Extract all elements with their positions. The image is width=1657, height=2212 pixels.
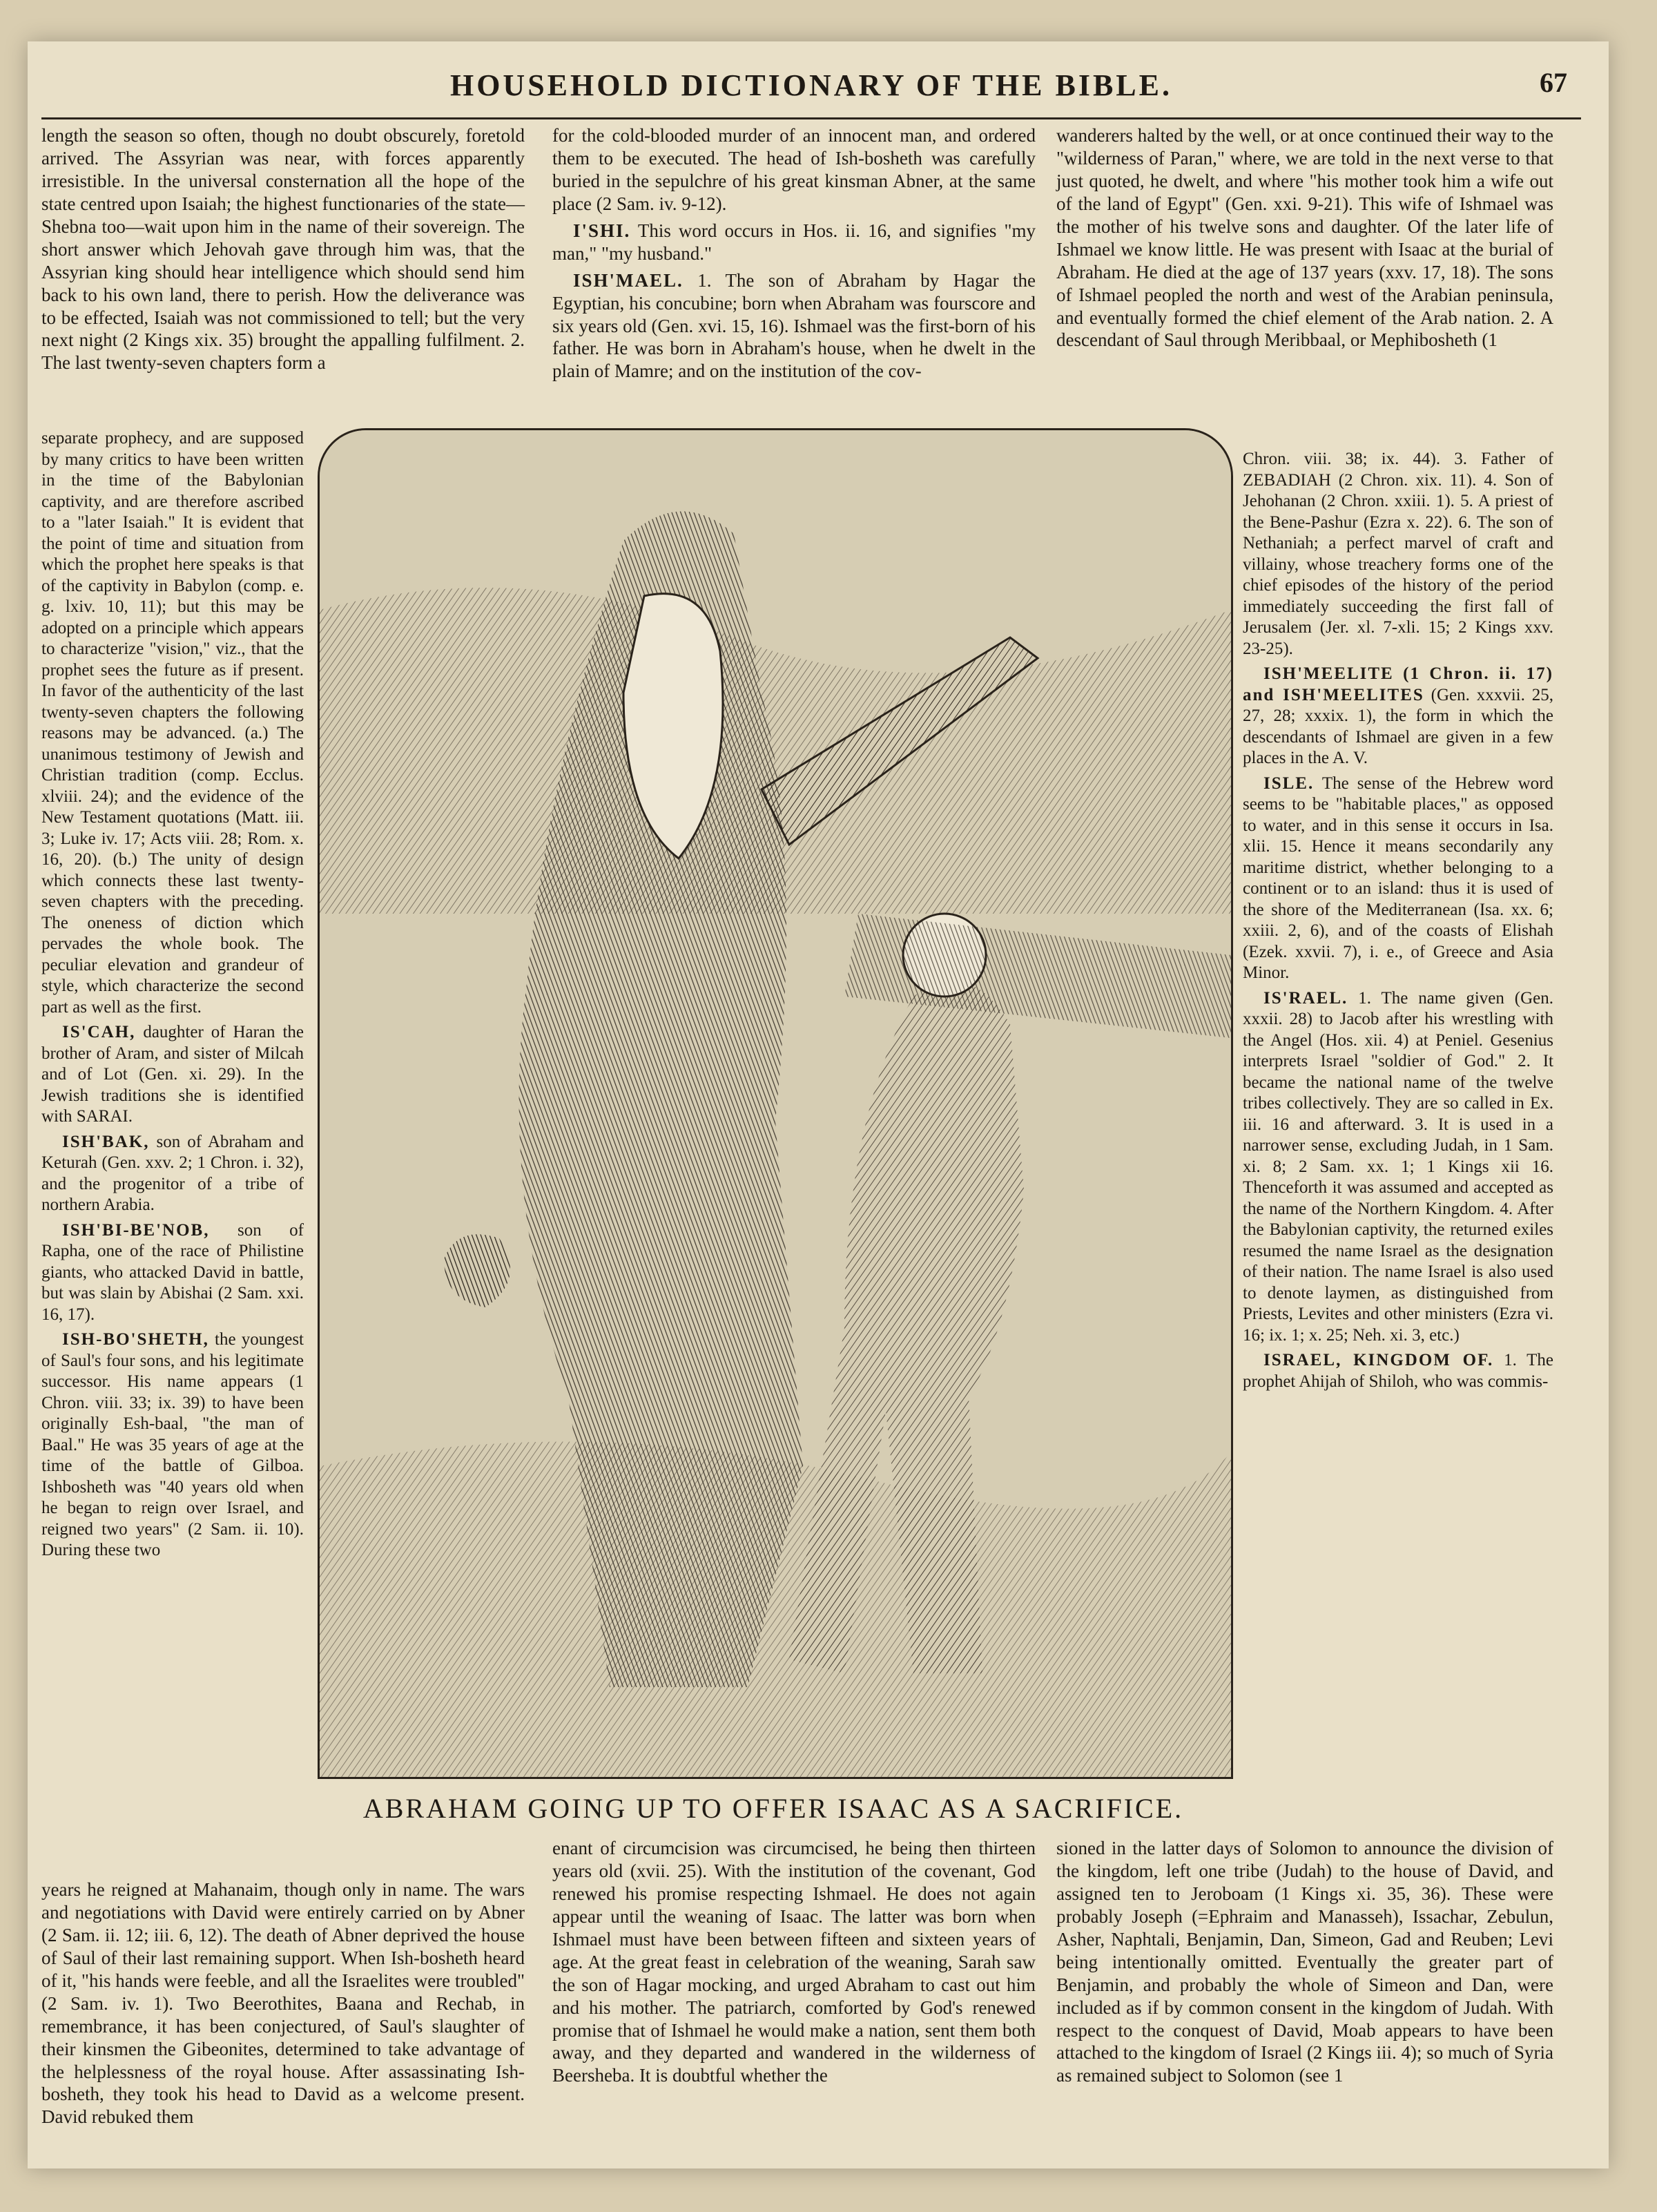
entry-israel-kingdom xyxy=(1243,1350,1553,1392)
entry-text: This word occurs in Hos. ii. 16, and signifies "my man," "my husband." xyxy=(552,220,1036,264)
entry-text: daughter of Haran the brother of Aram, and sister of Milcah and of Lot (Gen. xi. 29). In the Jewish traditions she is identified with SARAI. xyxy=(41,1023,304,1126)
entry-iscah xyxy=(41,1022,304,1128)
entry-text: son of Abraham and Keturah (Gen. xxv. 2; 1 Chron. i. 32), and the progenitor of a tribe of northern Arabia. xyxy=(41,1132,304,1214)
running-title: HOUSEHOLD DICTIONARY OF THE BIBLE. xyxy=(449,68,1172,102)
headword: ISH'MAEL. xyxy=(573,269,684,291)
headword: ISH-BO'SHETH, xyxy=(62,1330,209,1349)
middle-column-bottom xyxy=(552,1837,1036,2091)
headword: ISLE. xyxy=(1263,773,1315,793)
entry-ishbosheth xyxy=(41,1329,304,1561)
entry-ishmael xyxy=(552,269,1036,383)
ishmael-continued: enant of circumcision was circumcised, he being then thirteen years old (xvii. 25). With the institution of the covenant, God renewed his promise respecting Ishmael. He does not again appear until the weaning of Isaac. The latter was born when Ishmael must have been between fifteen and sixteen years of age. At the great feast in celebration of the weaning, Sarah saw the son of Hagar mocking, and urged Abraham to cast out him and his mother. The patriarch, comforted by God's renewed promise that of Ishmael he would make a nation, sent them both away, and they departed and wandered in the wilderness of Beersheba. It is doubtful whether the xyxy=(552,1838,1036,2086)
entry-israel xyxy=(1243,988,1553,1347)
headword: ISH'BAK, xyxy=(62,1132,150,1151)
right-column-top xyxy=(1056,124,1553,356)
israel-kingdom-continued: sioned in the latter days of Solomon to announce the division of the kingdom, left one tribe (Judah) to the house of David, and assigned ten to Jeroboam (1 Kings xi. 35, 36). These were probably Joseph (=Ephraim and Manasseh), Issachar, Zebulun, Asher, Naphtali, Benjamin, Dan, Simeon, Gad and Reuben; Levi being intentionally omitted. Eventually the greater part of Benjamin, and probably the whole of Simeon and Dan, were included as if by common consent in the kingdom of Judah. With respect to the conquest of David, Moab appears to have been attached to the kingdom of Israel (2 Kings iii. 4); so much of Syria as remained subject to Solomon (see 1 xyxy=(1056,1838,1553,2086)
entry-text: 1. The prophet Ahijah of Shiloh, who was commis- xyxy=(1243,1351,1554,1391)
entry-isle xyxy=(1243,773,1553,984)
entry-text: 1. The son of Abraham by Hagar the Egyptian, his concubine; born when Abraham was fourscore and six years old (Gen. xvi. 15, 16). Ishmael was the first-born of his father. He was born in Abraham's house, when he dwelt in the plain of Mamre; and on the institution of the cov- xyxy=(552,269,1036,382)
engraving-abraham-isaac xyxy=(318,428,1233,1779)
entry-text: The sense of the Hebrew word seems to be "habitable places," as opposed to water, and in this sense it occurs in Isa. xlii. 15. Hence it means secondarily any maritime district, whether belonging to a continent or to an island: thus it is used of the shore of the Mediterranean (Isa. xx. 6; xxiii. 2, 6), and of the coasts of Elishah (Ezek. xxvii. 7), i. e., of Greece and Asia Minor. xyxy=(1243,773,1553,982)
headword: I'SHI. xyxy=(573,220,631,241)
middle-column-top xyxy=(552,124,1036,387)
left-column-bottom xyxy=(41,1878,525,2133)
illustration-caption: ABRAHAM GOING UP TO OFFER ISAAC AS A SACRIFICE. xyxy=(362,1793,1184,1824)
page-number: 67 xyxy=(1540,67,1567,98)
right-column-bottom xyxy=(1056,1837,1553,2091)
ishmael-other-senses: Chron. viii. 38; ix. 44). 3. Father of ZEBADIAH (2 Chron. xix. 11). 4. Son of Jehohanan (2 Chron. xxiii. 1). 5. A priest of the Bene-Pashur (Ezra x. 22). 6. The son of Nethaniah; a perfect marvel of craft and villainy, whose treachery forms one of the chief episodes of the history of the period immediately succeeding the first fall of Jerusalem (Jer. xl. 7-xli. 15; 2 Kings xxv. 23-25). xyxy=(1243,450,1553,658)
entry-text: son of Rapha, one of the race of Philistine giants, who attacked David in battle, but was slain by Abishai (2 Sam. xxi. 16, 17). xyxy=(41,1220,304,1324)
page-header xyxy=(41,55,1581,119)
engraving-drawing xyxy=(320,430,1231,1777)
isaiah-entry-continued: length the season so often, though no doubt obscurely, foretold arrived. The Assyrian was near, with forces apparently irresistible. In the universal consternation all the hope of the state centred upon Isaiah; the highest functionaries of the state—Shebna too—wait upon him in the name of their sovereign. The short answer which Jehovah gave through him was, that the Assyrian king should hear intelligence which should send him back to his own land, there to perish. How the deliverance was to be effected, Isaiah was not commissioned to tell; but the very next night (2 Kings xix. 35) brought the appalling fulfilment. 2. The last twenty-seven chapters form a xyxy=(41,125,525,374)
ishbosheth-ending: for the cold-blooded murder of an innocent man, and ordered them to be executed. The head of Ish-bosheth was carefully buried in the sepulchre of his great kinsman Abner, at the same place (2 Sam. iv. 9-12). xyxy=(552,125,1036,214)
left-column-narrow xyxy=(41,428,304,1566)
isaiah-entry-text: separate prophecy, and are supposed by many critics to have been written in the time of the Babylonian captivity, and are therefore ascribed to a "later Isaiah." It is evident that the point of time and situation from which the prophet here speaks is that of the captivity in Babylon (comp. e. g. lxiv. 10, 11); but this may be adopted on a principle which appears to characterize "vision," viz., that the prophet sees the future as if present. In favor of the authenticity of the last twenty-seven chapters the following reasons may be advanced. (a.) The unanimous testimony of Jewish and Christian tradition (comp. Ecclus. xlviii. 24); and the evidence of the New Testament quotations (Matt. iii. 3; Luke iv. 17; Acts viii. 28; Rom. x. 16, 20). (b.) The unity of design which connects these last twenty-seven chapters with the preceding. The oneness of diction which pervades the whole book. The peculiar elevation and grandeur of style, which characterize the second part as well as the first. xyxy=(41,429,304,1017)
entry-ishmeelite xyxy=(1243,664,1553,769)
dictionary-page xyxy=(28,41,1609,2168)
headword: ISRAEL, KINGDOM OF. xyxy=(1263,1351,1494,1369)
headword: ISH'MEELITE (1 Chron. ii. 17) and ISH'MEELITES xyxy=(1243,664,1553,704)
left-column-top xyxy=(41,124,525,378)
ishbosheth-continued: years he reigned at Mahanaim, though only in name. The wars and negotiations with David were entirely carried on by Abner (2 Sam. ii. 12; iii. 6, 12). The death of Abner deprived the house of Saul of their last remaining support. When Ish-bosheth heard of it, "his hands were feeble, and all the Israelites were troubled" (2 Sam. iv. 1). Two Beerothites, Baana and Rechab, in remembrance, it has been conjectured, of Saul's slaughter of their kinsmen the Gibeonites, determined to take advantage of the helplessness of the royal house. After assassinating Ish-bosheth, they took his head to David as a welcome present. David rebuked them xyxy=(41,1879,525,2128)
entry-text: the youngest of Saul's four sons, and his legitimate successor. His name appears (1 Chron. viii. 33; ix. 39) to have been originally Esh-baal, "the man of Baal." He was 35 years of age at the time of the battle of Gilboa. Ishbosheth was "40 years old when he began to reign over Israel, and reigned two years" (2 Sam. ii. 10). During these two xyxy=(41,1330,304,1559)
entry-ishbibenob xyxy=(41,1220,304,1326)
entry-ishi xyxy=(552,220,1036,265)
entry-ishbak xyxy=(41,1132,304,1216)
ishmael-continued-right: wanderers halted by the well, or at once continued their way to the "wilderness of Paran," where, we are told in the next verse to that just quoted, he dwelt, and where "his mother took him a wife out of the land of Egypt" (Gen. xxi. 9-21). This wife of Ishmael was the mother of his twelve sons and daughter. Of the later life of Ishmael we know little. He was present with Isaac at the burial of Abraham. He died at the age of 137 years (xxv. 17, 18). The sons of Ishmael peopled the north and west of the Arabian peninsula, and eventually formed the chief element of the Arab nation. 2. A descendant of Saul through Meribbaal, or Mephibosheth (1 xyxy=(1056,125,1553,351)
entry-text: (Gen. xxxvii. 25, 27, 28; xxxix. 1), the form in which the descendants of Ishmael are given in a few places in the A. V. xyxy=(1243,685,1553,767)
right-column-narrow xyxy=(1243,449,1553,1396)
headword: ISH'BI-BE'NOB, xyxy=(62,1220,210,1240)
headword: IS'RAEL. xyxy=(1263,988,1348,1008)
headword: IS'CAH, xyxy=(62,1023,136,1041)
entry-text: 1. The name given (Gen. xxxii. 28) to Jacob after his wrestling with the Angel (Hos. xii. 4) at Peniel. Gesenius interprets Israel "soldier of God." 2. It became the national name of the twelve tribes collectively. They are so called in Ex. iii. 16 and afterward. 3. It is used in a narrower sense, excluding Judah, in 1 Sam. xi. 8; 2 Sam. xx. 1; 1 Kings xii 16. Thenceforth it was assumed and accepted as the name of the Northern Kingdom. 4. After the Babylonian captivity, the returned exiles resumed the name Israel as the designation of their nation. The name Israel is also used to denote laymen, as distinguished from Priests, Levites and other ministers (Ezra vi. 16; ix. 1; x. 25; Neh. xi. 3, etc.) xyxy=(1243,988,1554,1345)
